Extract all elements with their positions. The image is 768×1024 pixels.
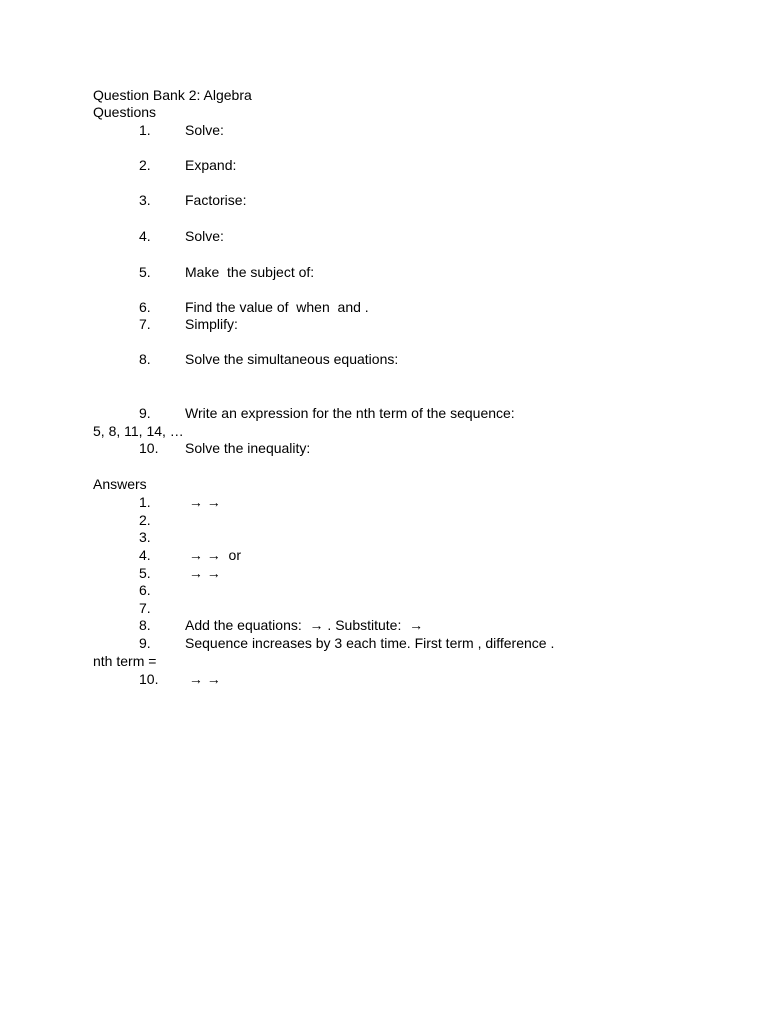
question-number: 2. (139, 157, 151, 173)
answer-number: 8. (139, 617, 151, 633)
nth-term-line: nth term = (93, 653, 157, 669)
answers-heading: Answers (93, 476, 147, 492)
question-text: Simplify: (185, 316, 238, 332)
answer-number: 5. (139, 565, 151, 581)
answer-number: 4. (139, 547, 151, 563)
question-text: Write an expression for the nth term of the sequence: (185, 405, 515, 421)
question-number: 5. (139, 264, 151, 280)
questions-heading: Questions (93, 104, 157, 120)
question-text: Solve: (185, 228, 224, 244)
answer-text: Sequence increases by 3 each time. First term , difference . (185, 635, 555, 651)
question-text: Solve the inequality: (185, 440, 311, 456)
answer-number: 1. (139, 494, 151, 510)
question-number: 7. (139, 316, 151, 332)
answer-text: → → (185, 671, 221, 687)
question-number: 8. (139, 351, 151, 367)
answer-text: → → (185, 494, 221, 510)
question-text: Expand: (185, 157, 237, 173)
question-text: Factorise: (185, 192, 247, 208)
question-number: 10. (139, 440, 159, 456)
question-number: 3. (139, 192, 151, 208)
sequence-line: 5, 8, 11, 14, … (93, 423, 184, 439)
answer-number: 3. (139, 529, 151, 545)
answer-number: 2. (139, 512, 151, 528)
answer-text: Add the equations: → . Substitute: → (185, 617, 424, 633)
answer-number: 7. (139, 600, 151, 616)
question-number: 6. (139, 299, 151, 315)
answer-text: → → or (185, 547, 242, 563)
question-text: Make the subject of: (185, 264, 315, 280)
question-text: Solve the simultaneous equations: (185, 351, 399, 367)
answer-number: 9. (139, 635, 151, 651)
document-title: Question Bank 2: Algebra (93, 87, 252, 103)
question-number: 9. (139, 405, 151, 421)
question-text: Find the value of when and . (185, 299, 369, 315)
answer-number: 6. (139, 582, 151, 598)
question-number: 4. (139, 228, 151, 244)
answer-number: 10. (139, 671, 159, 687)
question-number: 1. (139, 122, 151, 138)
answer-text: → → (185, 565, 221, 581)
question-text: Solve: (185, 122, 224, 138)
